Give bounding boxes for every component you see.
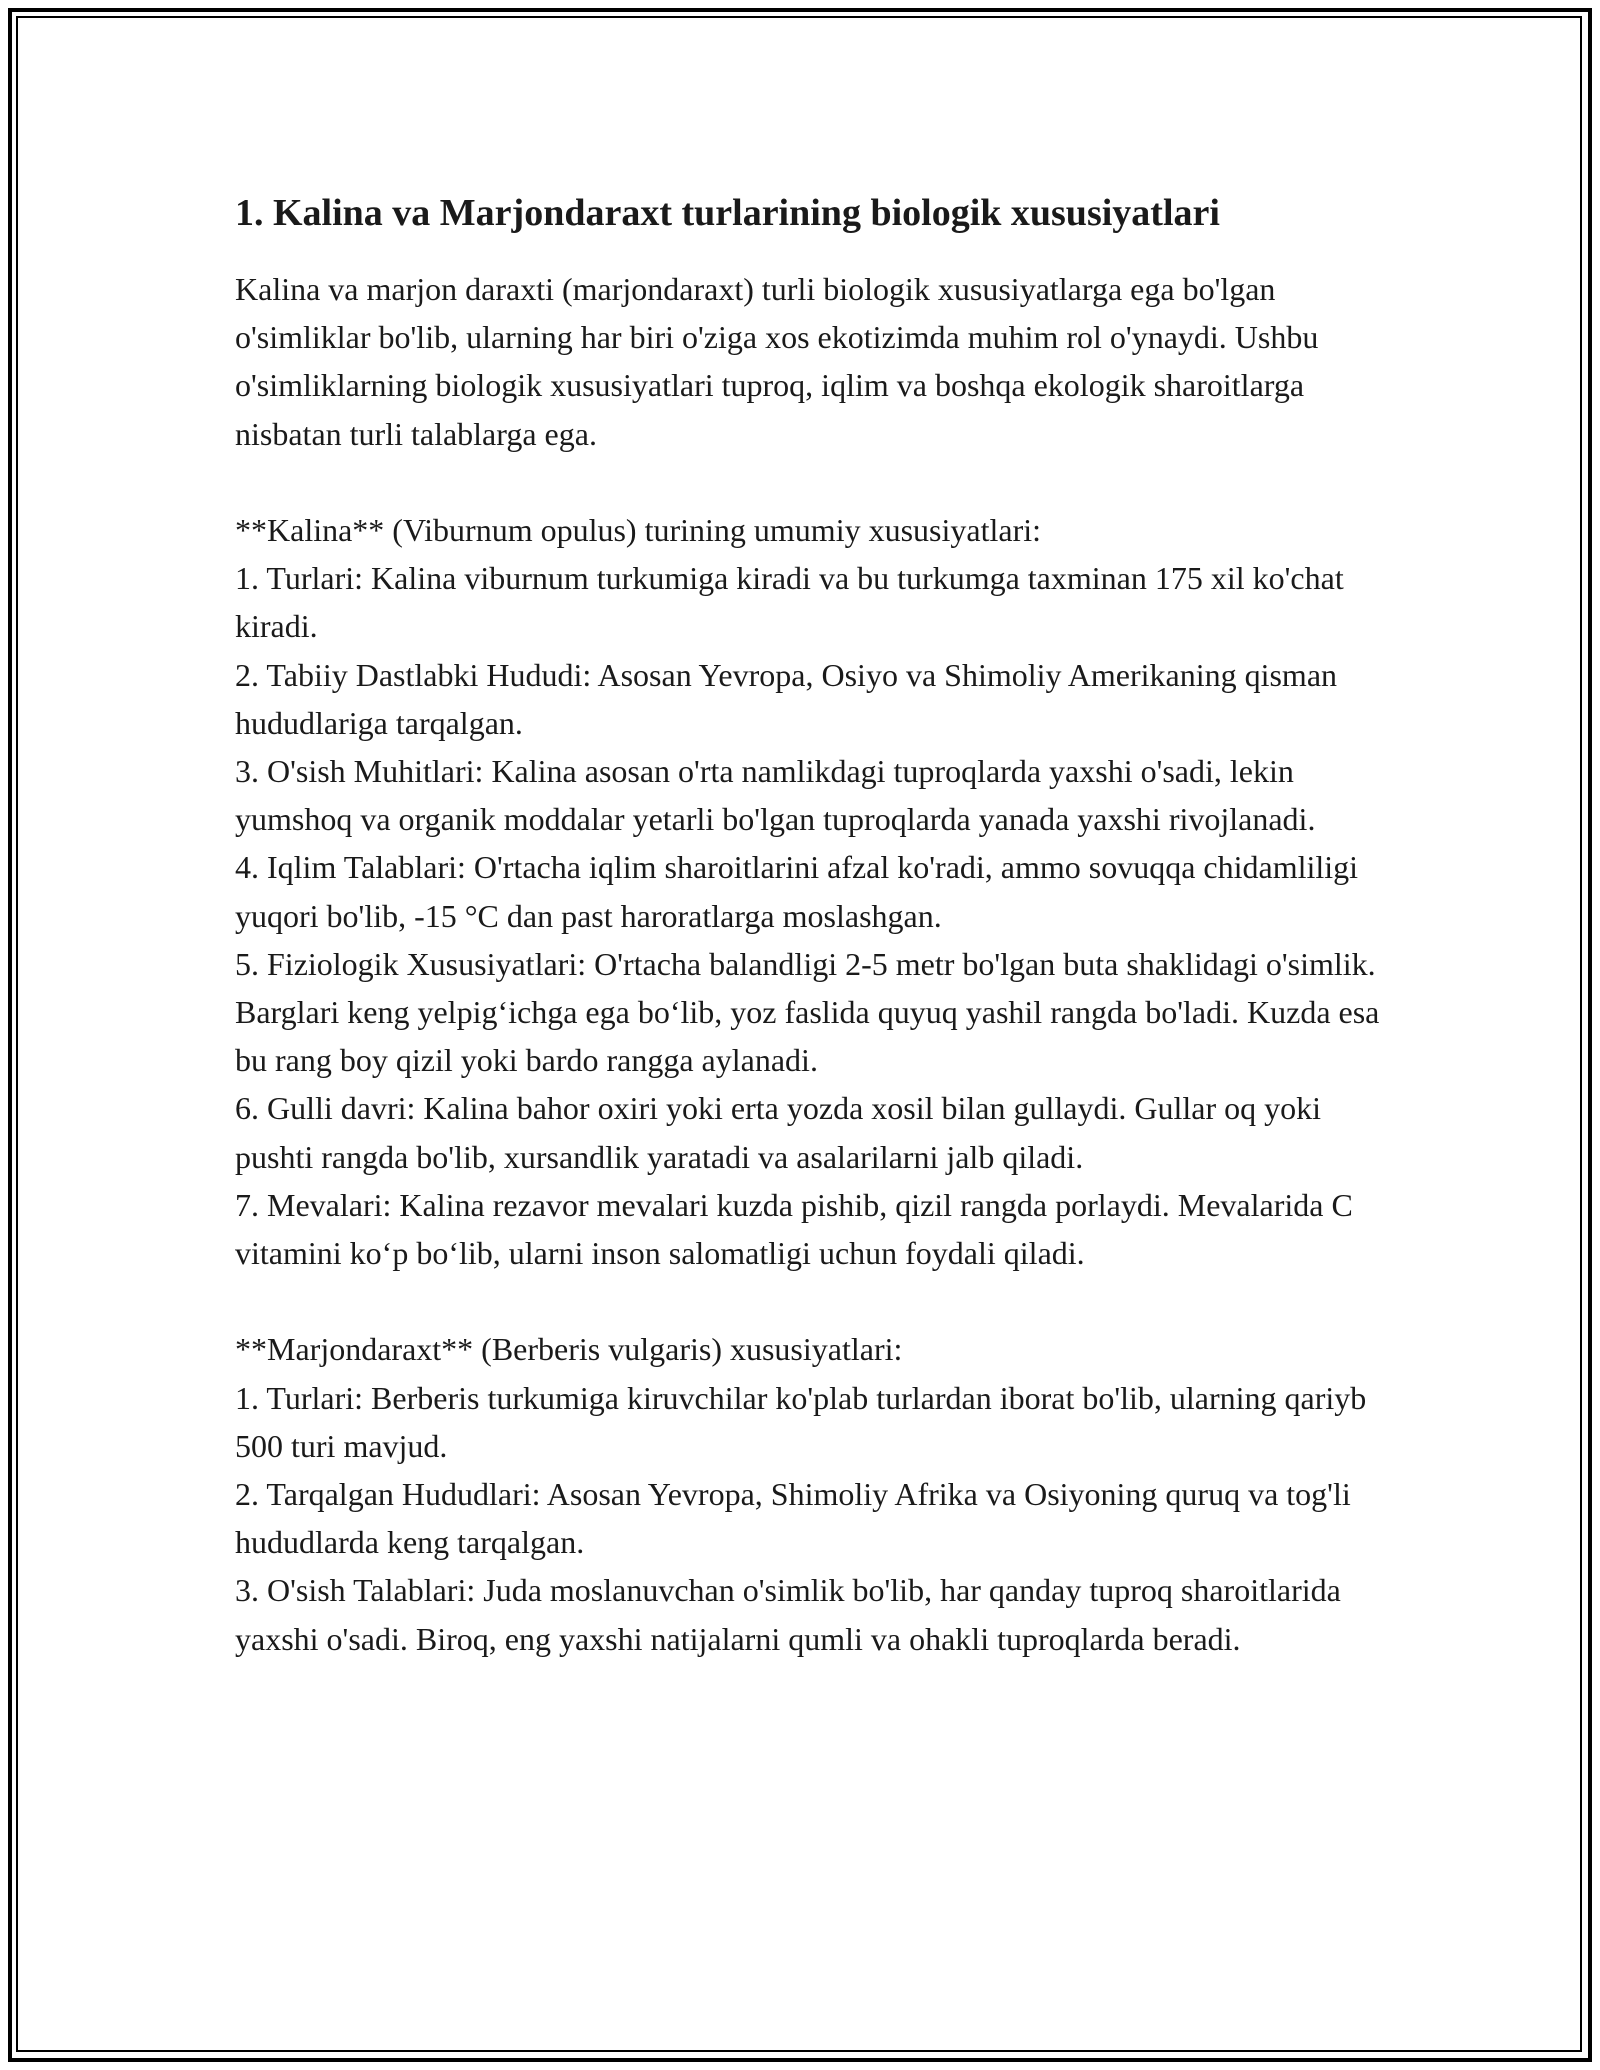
kalina-item-osish: 3. O'sish Muhitlari: Kalina asosan o'rta namlikdagi tuproqlarda yaxshi o'sadi, lekin yumshoq va organik moddalar yetarli bo'lgan tuproqlarda yanada yaxshi rivojlanadi. <box>235 753 1316 838</box>
document-body <box>235 185 1395 1663</box>
document-title: 1. Kalina va Marjondaraxt turlarining biologik xususiyatlari <box>235 192 1220 234</box>
kalina-section <box>235 506 1395 1277</box>
marjondaraxt-heading: **Marjondaraxt** (Berberis vulgaris) xususiyatlari: <box>235 1331 903 1368</box>
marjondaraxt-section <box>235 1325 1395 1662</box>
kalina-item-iqlim: 4. Iqlim Talablari: O'rtacha iqlim sharoitlarini afzal ko'radi, ammo sovuqqa chidamliligi yuqori bo'lib, -15 °C dan past haroratlarga moslashgan. <box>235 849 1359 934</box>
kalina-item-mevalari: 7. Mevalari: Kalina rezavor mevalari kuzda pishib, qizil rangda porlaydi. Mevalarida C vitamini ko‘p bo‘lib, ularni inson salomatligi uchun foydali qiladi. <box>235 1186 1353 1272</box>
marjondaraxt-item-osish: 3. O'sish Talablari: Juda moslanuvchan o'simlik bo'lib, har qanday tuproq sharoitlarida yaxshi o'sadi. Biroq, eng yaxshi natijalarni qumli va ohakli tuproqlarda beradi. <box>235 1572 1341 1657</box>
paragraph-spacer <box>235 458 1395 506</box>
kalina-item-gulli-davri: 6. Gulli davri: Kalina bahor oxiri yoki erta yozda xosil bilan gullaydi. Gullar oq yoki pushti rangda bo'lib, xursandlik yaratadi va asalarilarni jalb qiladi. <box>235 1090 1321 1175</box>
intro-paragraph: Kalina va marjon daraxti (marjondaraxt) turli biologik xususiyatlarga ega bo'lgan o'simliklar bo'lib, ularning har biri o'ziga xos ekotizimda muhim rol o'ynaydi. Ushbu o'simliklarning biologik xususiyatlari tuproq, iqlim va boshqa ekologik sharoitlarga nisbatan turli talablarga ega. <box>235 271 1319 452</box>
kalina-heading: **Kalina** (Viburnum opulus) turining umumiy xususiyatlari: <box>235 512 1041 548</box>
marjondaraxt-item-turlari: 1. Turlari: Berberis turkumiga kiruvchilar ko'plab turlardan iborat bo'lib, ularning qariyb 500 turi mavjud. <box>235 1379 1367 1464</box>
kalina-item-turlari: 1. Turlari: Kalina viburnum turkumiga kiradi va bu turkumga taxminan 175 xil ko'chat kiradi. <box>235 560 1344 645</box>
kalina-item-fiziologik: 5. Fiziologik Xususiyatlari: O'rtacha balandligi 2-5 metr bo'lgan buta shaklidagi o'simlik. Barglari keng yelpig‘ichga ega bo‘lib, yoz faslida quyuq yashil rangda bo'ladi. Kuzda esa bu rang boy qizil yoki bardo rangga aylanadi. <box>235 945 1380 1079</box>
kalina-item-hudud: 2. Tabiiy Dastlabki Hududi: Asosan Yevropa, Osiyo va Shimoliy Amerikaning qisman hududlariga tarqalgan. <box>235 656 1338 741</box>
paragraph-spacer <box>235 1277 1395 1325</box>
marjondaraxt-item-hudud: 2. Tarqalgan Hududlari: Asosan Yevropa, Shimoliy Afrika va Osiyoning quruq va tog'li hududlarda keng tarqalgan. <box>235 1476 1351 1561</box>
